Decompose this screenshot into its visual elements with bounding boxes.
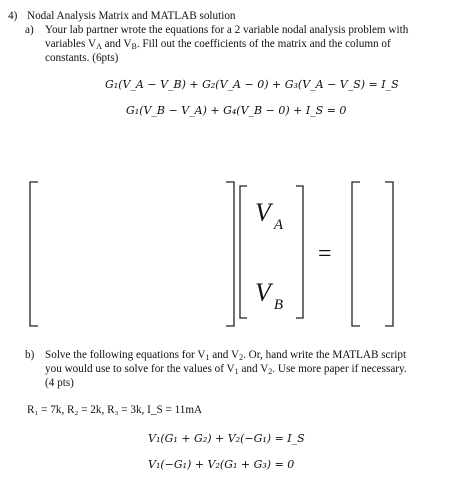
- variable-vb-letter: V: [255, 278, 271, 307]
- part-b-line-1-b: and V: [209, 349, 240, 361]
- part-b-line-1-sub1: 1: [205, 353, 210, 362]
- matrix-equals-sign: =: [318, 241, 332, 267]
- coefficient-matrix-right-bracket: [226, 182, 234, 326]
- part-b-line-2-a: you would use to solve for the values of V: [45, 363, 235, 375]
- part-b-label: b): [25, 349, 35, 361]
- question-number: 4): [8, 10, 18, 22]
- part-b-equation-1-text: V₁(G₁ + G₂) + V₂(−G₁) = I_S: [148, 432, 305, 445]
- variable-vector-right-bracket: [296, 186, 303, 318]
- part-b-line-1-c: . Or, hand write the MATLAB script: [243, 349, 407, 361]
- variable-vb: [255, 278, 284, 313]
- question-title: Nodal Analysis Matrix and MATLAB solution: [27, 10, 236, 22]
- part-b-line-3: (4 pts): [45, 377, 74, 389]
- part-b-equation-2-text: V₁(−G₁) + V₂(G₁ + G₃) = 0: [148, 458, 295, 471]
- part-a-line-2-end: . Fill out the coefficients of the matrix and the column of: [136, 38, 391, 50]
- part-b-line-2-sub2: 2: [268, 367, 273, 376]
- subscript-a: A: [96, 42, 102, 51]
- part-b-line-1: [45, 349, 406, 364]
- variable-vb-sub: B: [273, 297, 284, 313]
- part-a-line-1: Your lab partner wrote the equations for a 2 variable nodal analysis problem with: [45, 24, 409, 36]
- part-b-values: R₁ = 7k, R₂ = 2k, R₃ = 3k, I_S = 11mA: [27, 404, 203, 416]
- part-b-line-2: [45, 363, 407, 378]
- part-a-label: a): [25, 24, 34, 36]
- variable-va: [255, 198, 284, 233]
- variable-vector-left-bracket: [240, 186, 247, 318]
- constants-vector-right-bracket: [385, 182, 393, 326]
- part-b-line-2-c: . Use more paper if necessary.: [272, 363, 407, 375]
- part-b-equation-1: [148, 432, 305, 446]
- part-a-line-2-mid: and V: [101, 38, 132, 50]
- constants-vector-left-bracket: [352, 182, 360, 326]
- variable-va-letter: V: [255, 198, 271, 227]
- subscript-b: B: [131, 42, 137, 51]
- part-b-equation-2: [148, 458, 294, 472]
- part-b-line-2-sub1: 1: [234, 367, 239, 376]
- part-a-line-2-text: variables V: [45, 38, 97, 50]
- part-b-line-1-sub2: 2: [239, 353, 244, 362]
- part-a-line-3: constants. (6pts): [45, 52, 119, 64]
- equation-2-text: G₁(V_B − V_A) + G₄(V_B − 0) + I_S = 0: [126, 104, 347, 117]
- equation-1-text: G₁(V_A − V_B) + G₂(V_A − 0) + G₃(V_A − V_S) = I_S: [105, 78, 399, 91]
- part-b-line-2-b: and V: [238, 363, 269, 375]
- part-b-line-1-a: Solve the following equations for V: [45, 349, 206, 361]
- coefficient-matrix-left-bracket: [30, 182, 38, 326]
- variable-va-sub: A: [273, 217, 284, 233]
